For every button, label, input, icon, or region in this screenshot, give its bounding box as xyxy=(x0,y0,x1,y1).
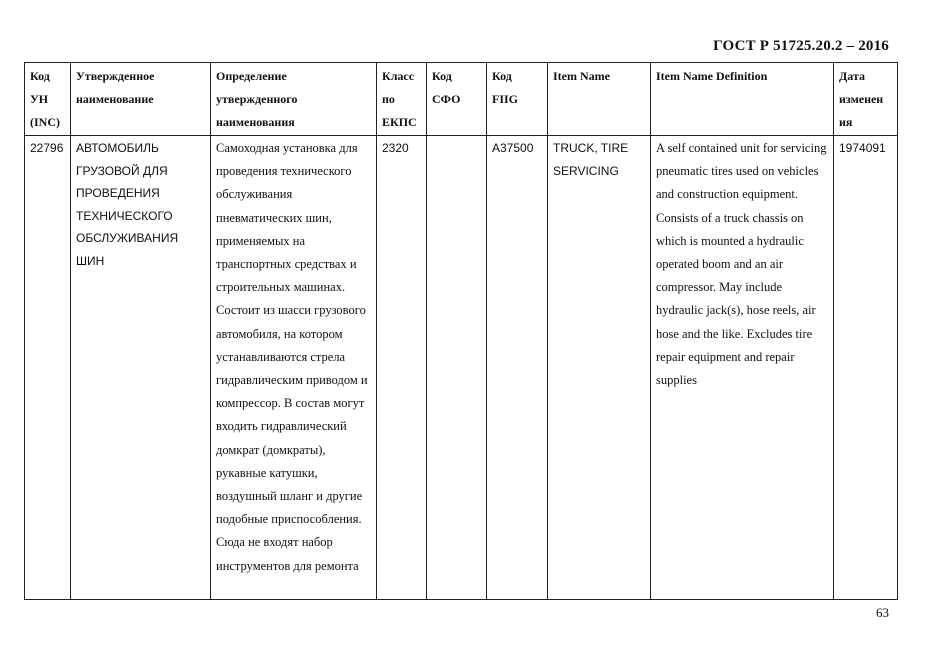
page-number: 63 xyxy=(876,605,889,620)
catalog-table xyxy=(24,62,898,600)
approved-name-line: АВТОМОБИЛЬ xyxy=(76,141,159,155)
header-date-changed: Дата изменен ия xyxy=(834,63,898,136)
table-row xyxy=(25,136,898,600)
cell-class-ekps: 2320 xyxy=(377,136,427,600)
cell-definition-ru: Самоходная установка для проведения технического обслуживания пневматических шин, применяемых на транспортных средствах и строительных машинах. Состоит из шасси грузового автомобиля, на котором устанавливаются стрела гидравлическим приводом и компрессор. В состав могут входить гидравлический домкрат (домкраты), рукавные катушки, воздушный шланг и другие подобные приспособления. Сюда не входят набор инструментов для ремонта xyxy=(211,136,377,600)
header-definition-ru: Определение утвержденного наименования xyxy=(211,63,377,136)
approved-name-line: ОБСЛУЖИВАНИЯ xyxy=(76,231,179,245)
cell-approved-name xyxy=(71,136,211,600)
cell-date-changed: 1974091 xyxy=(834,136,898,600)
header-class-ekps: Класс по ЕКПС xyxy=(377,63,427,136)
table-header-row xyxy=(25,63,898,136)
approved-name-line: ГРУЗОВОЙ ДЛЯ xyxy=(76,163,168,178)
item-name-line: TRUCK, TIRE xyxy=(553,141,629,155)
header-inc: Код УН (INC) xyxy=(25,63,71,136)
item-name-line: SERVICING xyxy=(553,163,619,178)
header-item-name-definition: Item Name Definition xyxy=(651,63,834,136)
cell-item-name-definition: A self contained unit for servicing pneumatic tires used on vehicles and construction equipment. Consists of a truck chassis on which is mounted a hydraulic operated boom and an air compressor. May include hydraulic jack(s), hose reels, air hose and the like. Excludes tire repair equipment and repair supplies xyxy=(651,136,834,600)
cell-code-sfo xyxy=(427,136,487,600)
document-standard-header: ГОСТ Р 51725.20.2 – 2016 xyxy=(713,38,889,54)
header-item-name: Item Name xyxy=(548,63,651,136)
header-code-sfo: Код СФО xyxy=(427,63,487,136)
catalog-table-container xyxy=(24,62,897,600)
cell-code-fiig: A37500 xyxy=(487,136,548,600)
cell-inc: 22796 xyxy=(25,136,71,600)
approved-name-line: ПРОВЕДЕНИЯ xyxy=(76,186,160,200)
cell-item-name xyxy=(548,136,651,600)
approved-name-line: ТЕХНИЧЕСКОГО xyxy=(76,208,173,223)
header-approved-name: Утвержденное наименование xyxy=(71,63,211,136)
approved-name-line: ШИН xyxy=(76,253,105,268)
header-code-fiig: Код FIIG xyxy=(487,63,548,136)
